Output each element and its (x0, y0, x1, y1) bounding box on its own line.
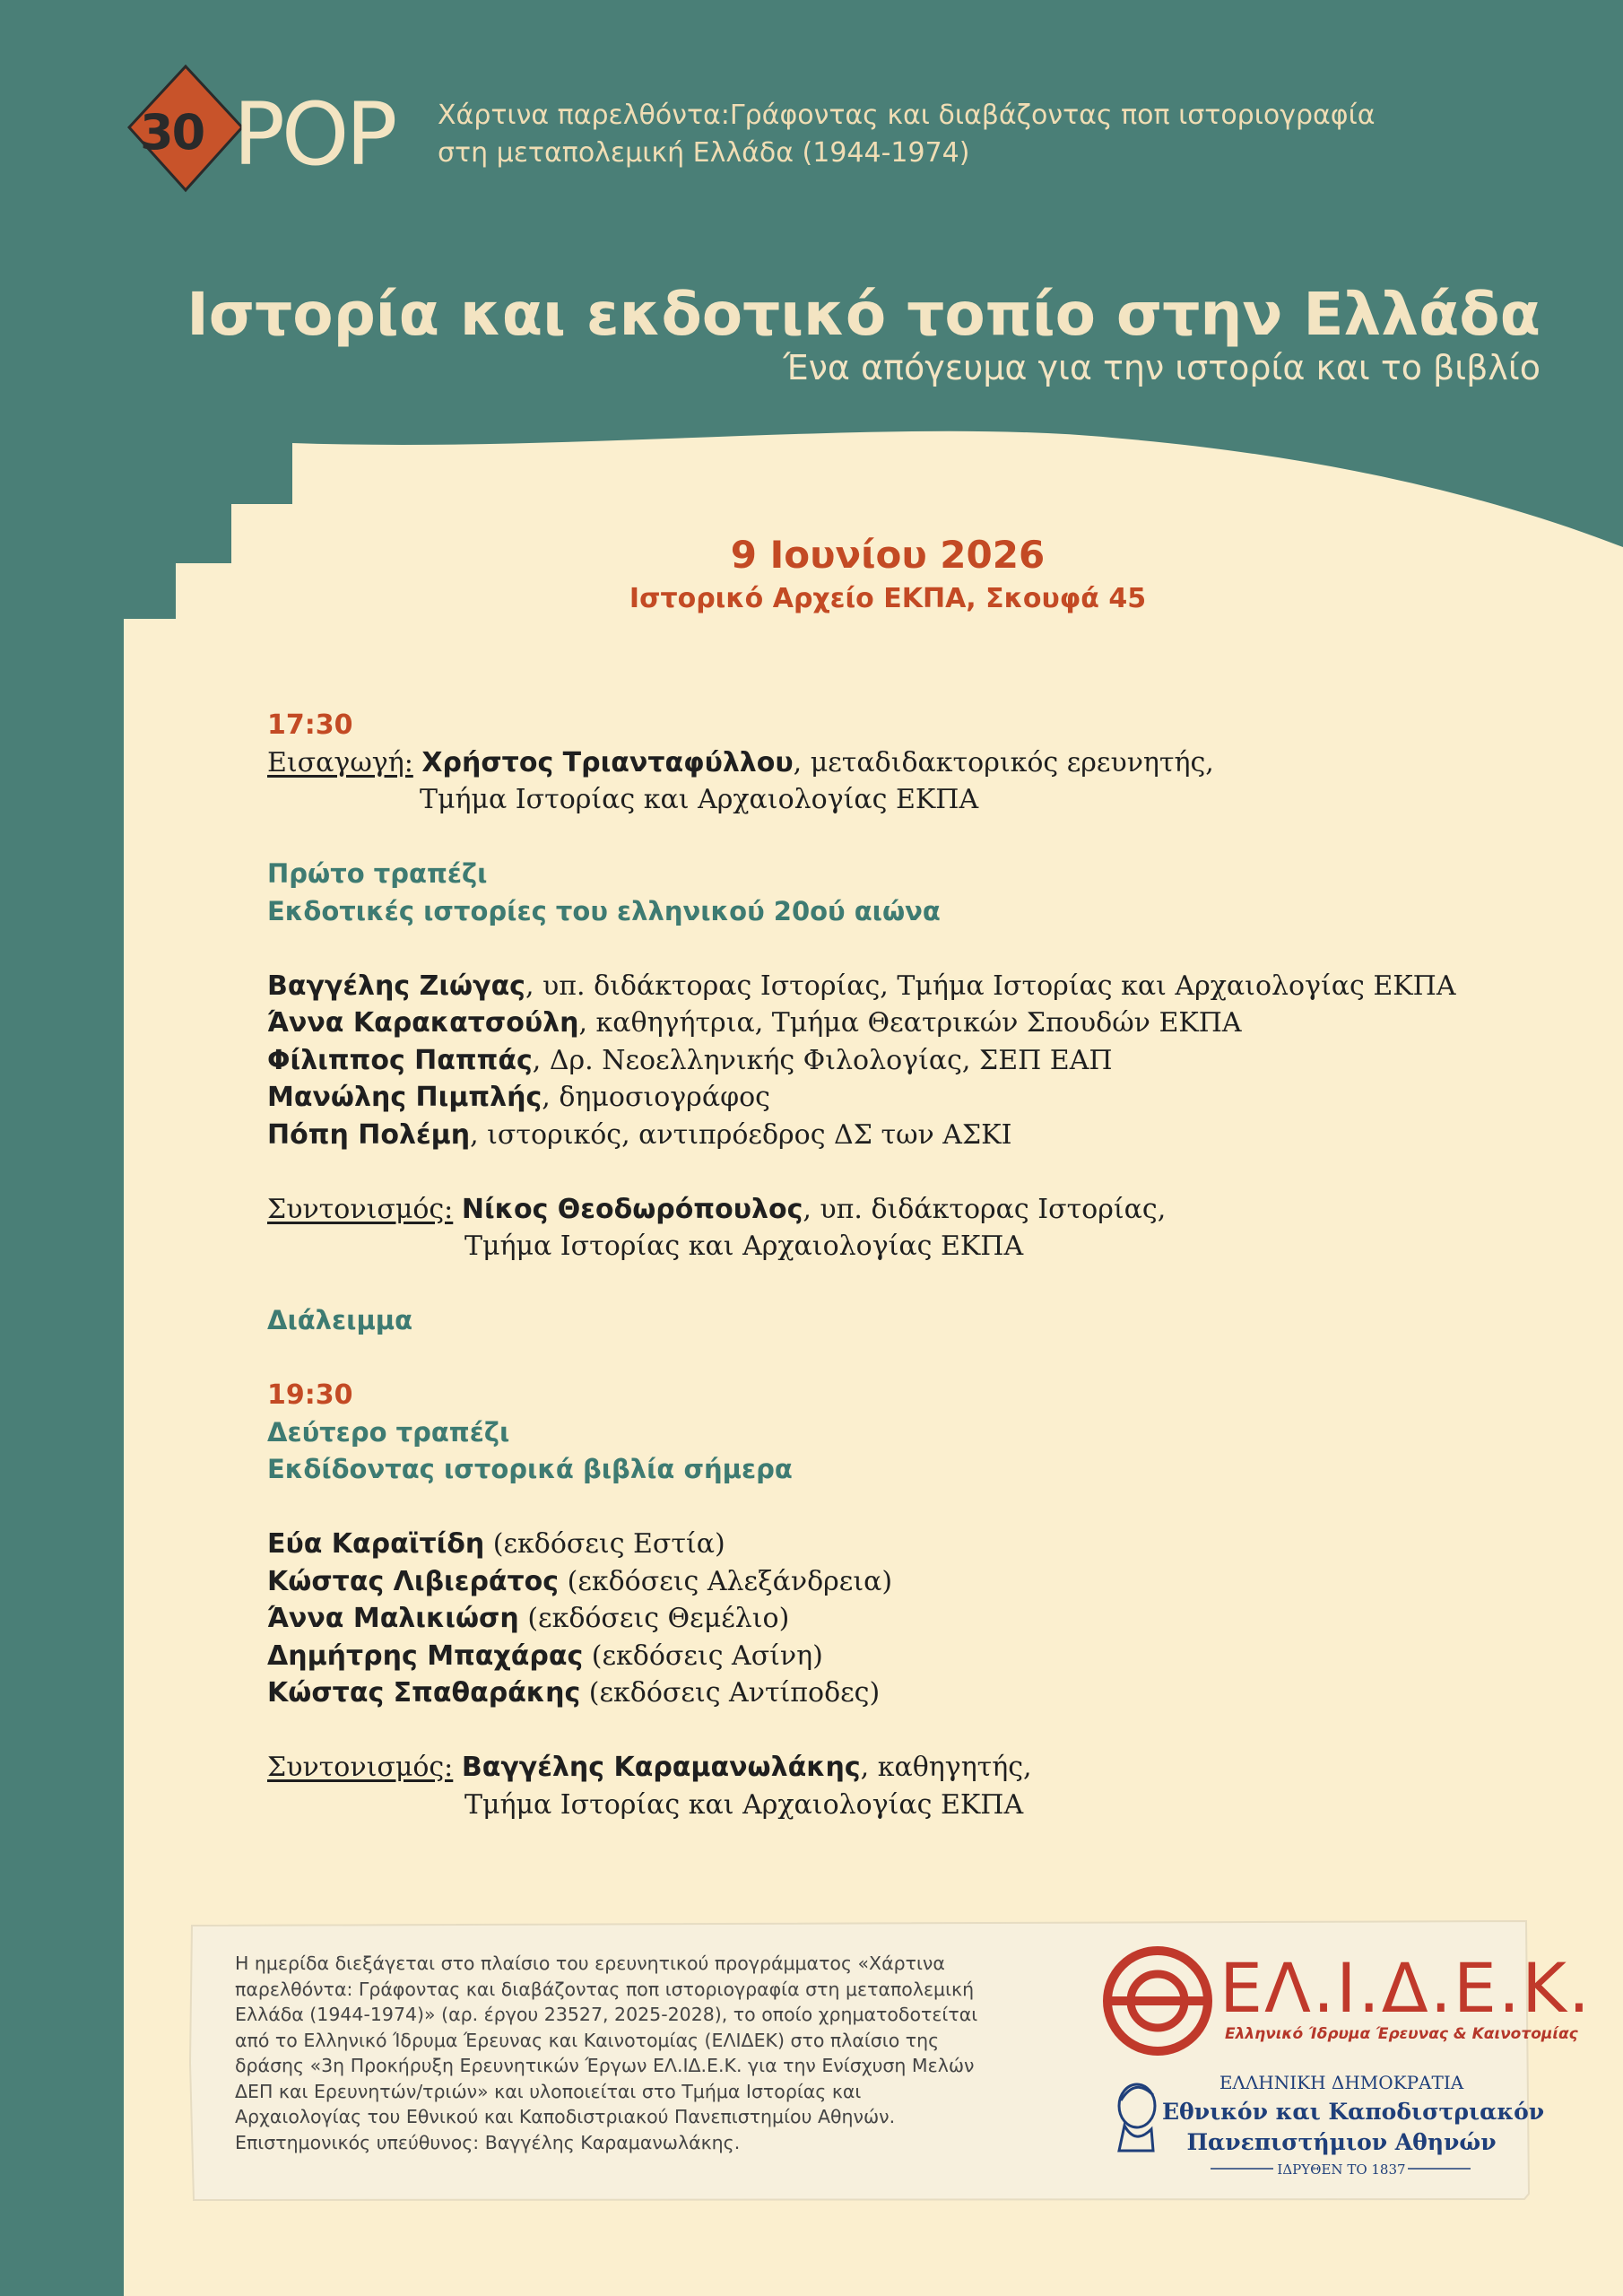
panel1-speaker (267, 1079, 1558, 1117)
panel2-speaker (267, 1600, 1558, 1638)
speaker-role: (εκδόσεις Θεμέλιο) (518, 1603, 790, 1634)
intro-line (267, 744, 1558, 782)
series-line-1: Χάρτινα παρελθόντα:Γράφοντας και διαβάζοντας ποπ ιστοριογραφία (438, 100, 1376, 131)
panel2-label: Δεύτερο τραπέζι (267, 1416, 510, 1448)
panel1-speaker (267, 968, 1558, 1005)
speaker-name: Πόπη Πολέμη (267, 1118, 471, 1151)
university-name-line-2: Πανεπιστήμιον Αθηνών (1186, 2129, 1497, 2155)
speaker-role: , καθηγήτρια, Τμήμα Θεατρικών Σπουδών ΕΚΠΑ (578, 1007, 1242, 1039)
speaker-name: Φίλιππος Παππάς (267, 1044, 533, 1076)
panel1-theme: Εκδοτικές ιστορίες του ελληνικού 20ού αιώνα (267, 895, 941, 926)
funding-line: ΔΕΠ και Ερευνητών/τριών» και υλοποιείται στο Τμήμα Ιστορίας και (235, 2080, 862, 2102)
event-title: Ιστορία και εκδοτικό τοπίο στην Ελλάδα (187, 280, 1541, 349)
elidek-logo-icon (1101, 1944, 1214, 2057)
funding-line: Ελλάδα (1944-1974)» (αρ. έργου 23527, 2025-2028), το οποίο χρηματοδοτείται (235, 2004, 978, 2025)
event-venue: Ιστορικό Αρχείο ΕΚΠΑ, Σκουφά 45 (629, 583, 1147, 614)
program (267, 707, 1558, 1823)
speaker-name: Κώστας Λιβιεράτος (267, 1565, 560, 1597)
speaker-role: (εκδόσεις Εστία) (484, 1528, 725, 1560)
speaker-role: (εκδόσεις Αντίποδες) (580, 1677, 881, 1709)
speaker-name: Άννα Μαλικιώση (267, 1603, 519, 1634)
moderator-name: Νίκος Θεοδωρόπουλος (461, 1193, 803, 1225)
funding-line: Επιστημονικός υπεύθυνος: Βαγγέλης Καραμανωλάκης. (235, 2131, 741, 2153)
intro-speaker-dept: Τμήμα Ιστορίας και Αρχαιολογίας ΕΚΠΑ (420, 784, 979, 815)
athena-emblem-icon (1108, 2074, 1162, 2156)
panel1-speaker (267, 1117, 1558, 1154)
project-logo (127, 65, 414, 199)
moderator-role: , υπ. διδάκτορας Ιστορίας, (803, 1193, 1167, 1225)
project-series-title (438, 97, 1514, 172)
logo-word: POP (233, 84, 395, 185)
funding-statement (235, 1951, 1042, 2155)
speaker-name: Μανώλης Πιμπλής (267, 1082, 542, 1113)
break-label: Διάλειμμα (267, 1305, 413, 1335)
funding-line: Η ημερίδα διεξάγεται στο πλαίσιο του ερευνητικού προγράμματος «Χάρτινα (235, 1952, 945, 1974)
intro-speaker-role: , μεταδιδακτορικός ερευνητής, (793, 746, 1214, 778)
speaker-role: , ιστορικός, αντιπρόεδρος ΔΣ των ΑΣΚΙ (470, 1118, 1012, 1151)
university-country: ΕΛΛΗΝΙΚΗ ΔΗΜΟΚΡΑΤΙΑ (1219, 2072, 1464, 2093)
series-line-2: στη μεταπολεμική Ελλάδα (1944-1974) (438, 137, 970, 169)
speaker-role: , Δρ. Νεοελληνικής Φιλολογίας, ΣΕΠ ΕΑΠ (532, 1044, 1113, 1076)
funding-line: δράσης «3η Προκήρυξη Ερευνητικών Έργων ΕΛ.ΙΔ.Ε.Κ. για την Ενίσχυση Μελών (235, 2055, 975, 2076)
logo-number: 30 (140, 104, 204, 161)
panel1-moderator-dept: Τμήμα Ιστορίας και Αρχαιολογίας ΕΚΠΑ (464, 1231, 1024, 1262)
speaker-name: Δημήτρης Μπαχάρας (267, 1639, 584, 1672)
event-subtitle: Ένα απόγευμα για την ιστορία και το βιβλίο (783, 348, 1541, 387)
panel1-moderator (267, 1191, 1558, 1229)
moderator-label: Συντονισμός: (267, 1193, 454, 1225)
panel2-time: 19:30 (267, 1379, 353, 1411)
university-founded: ΙΔΡΥΘΕΝ ΤΟ 1837 (1277, 2161, 1406, 2178)
intro-label: Εισαγωγή: (267, 746, 413, 778)
panel1-speaker (267, 1004, 1558, 1042)
university-name-line-1: Εθνικόν και Καποδιστριακόν (1162, 2099, 1545, 2125)
funding-line: παρελθόντα: Γράφοντας και διαβάζοντας ποπ ιστοριογραφία στη μεταπολεμική (235, 1978, 975, 2000)
speaker-role: (εκδόσεις Ασίνη) (583, 1639, 823, 1672)
panel2-speaker (267, 1526, 1558, 1563)
panel2-theme: Εκδίδοντας ιστορικά βιβλία σήμερα (267, 1454, 793, 1484)
moderator-label: Συντονισμός: (267, 1752, 454, 1783)
speaker-role: , υπ. διδάκτορας Ιστορίας, Τμήμα Ιστορίας και Αρχαιολογίας ΕΚΠΑ (525, 970, 1456, 1002)
intro-speaker-name: Χρήστος Τριανταφύλλου (421, 746, 794, 778)
speaker-role: (εκδόσεις Αλεξάνδρεια) (559, 1565, 893, 1597)
panel2-moderator-dept: Τμήμα Ιστορίας και Αρχαιολογίας ΕΚΠΑ (464, 1788, 1024, 1821)
speaker-role: , δημοσιογράφος (542, 1082, 770, 1113)
speaker-name: Κώστας Σπαθαράκης (267, 1677, 581, 1709)
elidek-subtitle: Ελληνικό Ίδρυμα Έρευνας & Καινοτομίας (1225, 2025, 1578, 2043)
panel1-label: Πρώτο τραπέζι (267, 858, 488, 889)
event-date: 9 Ιουνίου 2026 (730, 533, 1046, 577)
elidek-name: ΕΛ.Ι.Δ.Ε.Κ. (1219, 1948, 1593, 2028)
funding-line: από το Ελληνικό Ίδρυμα Έρευνας και Καινοτομίας (ΕΛΙΔΕΚ) στο πλαίσιο της (235, 2029, 940, 2051)
moderator-name: Βαγγέλης Καραμανωλάκης (461, 1752, 861, 1783)
moderator-role: , καθηγητής, (860, 1752, 1032, 1783)
panel1-speaker (267, 1042, 1558, 1080)
speaker-name: Εύα Καραϊτίδη (267, 1528, 485, 1560)
panel2-speaker (267, 1638, 1558, 1675)
funding-line: Αρχαιολογίας του Εθνικού και Καποδιστριακού Πανεπιστημίου Αθηνών. (235, 2106, 896, 2127)
intro-time: 17:30 (267, 709, 353, 741)
speaker-name: Άννα Καρακατσούλη (267, 1007, 579, 1039)
panel2-speaker (267, 1563, 1558, 1601)
panel2-speaker (267, 1674, 1558, 1712)
speaker-name: Βαγγέλης Ζιώγας (267, 970, 525, 1002)
panel2-moderator (267, 1749, 1558, 1787)
